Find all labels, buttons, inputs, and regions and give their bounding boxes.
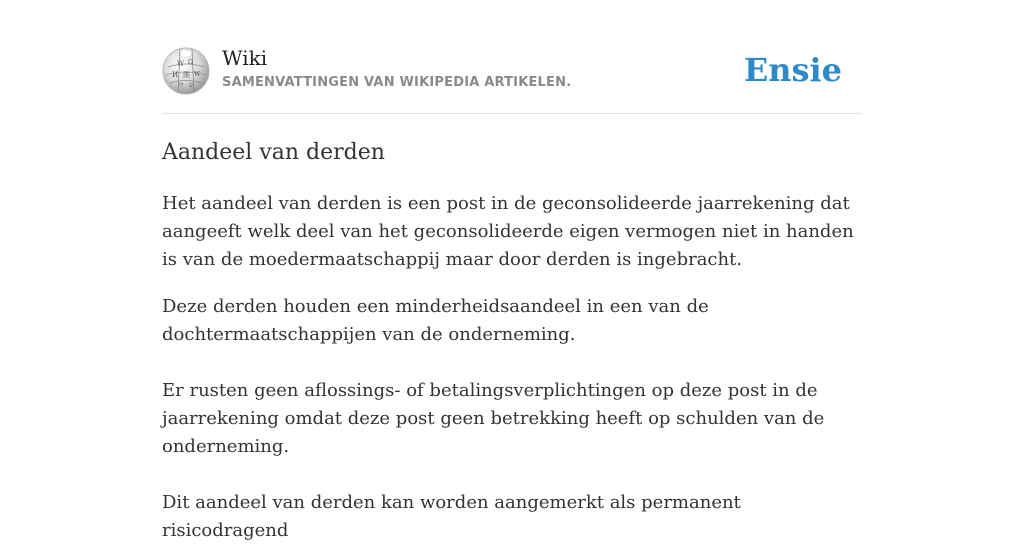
article-paragraph: Dit aandeel van derden kan worden aangemerkt als permanent risicodragend [162,492,741,541]
svg-text:ש: ש [189,82,194,89]
svg-text:ウ: ウ [178,82,185,89]
article-title: Aandeel van derden [162,140,385,165]
svg-text:И: И [172,71,179,79]
svg-text:Ω: Ω [188,59,193,66]
content-container [162,0,862,541]
svg-text:維: 維 [183,71,190,79]
site-title[interactable]: Wiki [222,46,268,70]
article-paragraph: Het aandeel van derden is een post in de geconsolideerde jaarrekening dat aangeeft welk deel van het geconsolideerde eigen vermogen niet in handen is van de moedermaatschappij maar door derden is ingebracht. [162,193,854,270]
svg-text:W: W [194,71,201,78]
article-paragraph: Deze derden houden een minderheidsaandeel in een van de dochtermaatschappijen van de onderneming. [162,296,709,345]
article-paragraph: Er rusten geen aflossings- of betalingsverplichtingen op deze post in de jaarrekening omdat deze post geen betrekking heeft op schulden van de onderneming. [162,380,825,457]
wikipedia-globe-icon[interactable] [162,47,210,95]
site-subtitle: SAMENVATTINGEN VAN WIKIPEDIA ARTIKELEN. [222,75,572,90]
brand-logo-link[interactable]: Ensie [743,51,842,89]
article-body [162,190,862,545]
svg-text:W: W [177,60,185,68]
site-header [162,0,862,114]
